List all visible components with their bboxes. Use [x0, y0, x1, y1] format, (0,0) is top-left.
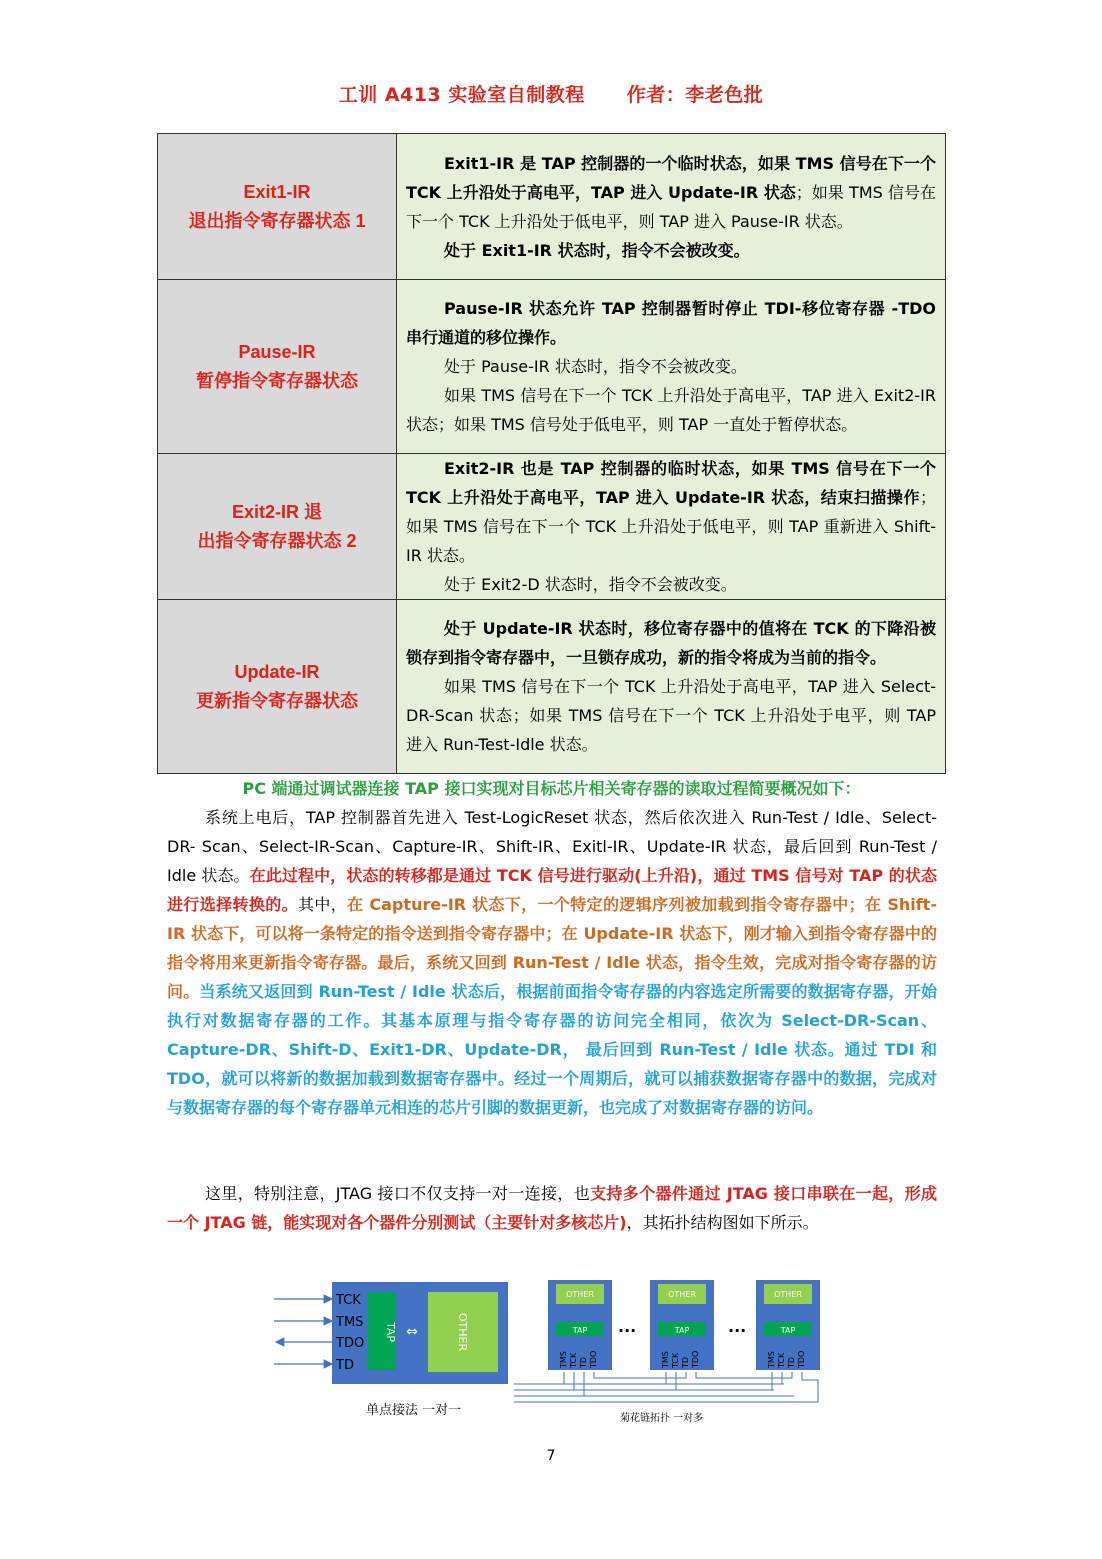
body-paragraph-1	[167, 803, 937, 1122]
chain-pin: TMS	[767, 1351, 776, 1368]
state-name-zh: 更新指令寄存器状态	[196, 690, 358, 711]
pin-label: TDO	[336, 1336, 365, 1351]
state-desc-bold: Exit1-IR 是 TAP 控制器的一个临时状态，如果 TMS 信号在下一个 TCK 上升沿处于高电平，TAP 进入 Update-IR 状态	[406, 153, 936, 202]
state-desc-bold: Exit2-IR 也是 TAP 控制器的临时状态，如果 TMS 信号在下一个 TCK 上升沿处于高电平，TAP 进入 Update-IR 状态，结束扫描操作	[406, 459, 936, 507]
header-author: 作者：李老色批	[626, 84, 764, 106]
bidirectional-arrow-icon: ⇔	[406, 1324, 418, 1340]
state-desc-p2: 如果 TMS 信号在下一个 TCK 上升沿处于高电平，TAP 进入 Select-DR-Scan 状态；如果 TMS 信号在下一个 TCK 上升沿处于电平，则 TAP 进入 Run-Test-Idle 状态。	[406, 677, 936, 754]
chain-pin: TD	[681, 1356, 690, 1368]
para1-red: 在此过程中，状态的转移都是通过 TCK 信号进行驱动(上升沿)，通过 TMS 信号对 TAP 的状态进行选择转换的。	[167, 866, 937, 914]
state-name-cell	[158, 280, 397, 454]
para1-normal: 系统上电后，TAP 控制器首先进入 Test-LogicReset 状态，然后依次进入 Run-Test / Idle、Select-DR- Scan、Select-IR-Scan、Capture-IR、Shift-IR、Exitl-IR、Update-IR 状态，最后回到 Run-Test / Idle 状态。	[167, 808, 937, 885]
state-desc-bold: Pause-IR 状态允许 TAP 控制器暂时停止 TDI-移位寄存器 -TDO 串行通道的移位操作。	[406, 299, 936, 347]
chain-ellipsis: ...	[618, 1317, 637, 1336]
daisy-chain	[514, 1280, 820, 1424]
chain-pin: TD	[787, 1356, 796, 1368]
para1-blue: 当系统又返回到 Run-Test / Idle 状态后，根据前面指令寄存器的内容选定所需要的数据寄存器，开始执行对数据寄存器的工作。其基本原理与指令寄存器的访问完全相同，依次为 Select-DR-Scan、Capture-DR、Shift-D、Exit1-DR、Update-DR， 最后回到 Run-Test / Idle 状态。通过 TDI 和 TDO，就可以将新的数据加载到数据寄存器中。经过一个周期后，就可以捕获数据寄存器中的数据，完成对与数据寄存器的每个寄存器单元相连的芯片引脚的数据更新，也完成了对数据寄存器的访问。	[167, 982, 937, 1117]
state-name-en: Exit2-IR 退	[231, 501, 323, 522]
state-name-cell	[158, 454, 397, 600]
chain-other-label: OTHER	[566, 1290, 594, 1299]
single-caption: 单点接法 一对一	[366, 1403, 462, 1418]
state-name-en: Update-IR	[234, 661, 320, 682]
state-desc-cell	[397, 280, 946, 454]
state-desc-normal: ；如果 TMS 信号在下一个 TCK 上升沿处于低电平，则 TAP 重新进入 Shift-IR 状态。	[406, 488, 936, 565]
chain-ellipsis: ...	[728, 1317, 747, 1336]
table-row	[158, 280, 946, 454]
chain-tap-label: TAP	[572, 1326, 588, 1335]
chain-pin: TDO	[589, 1350, 598, 1368]
state-name-en: Pause-IR	[238, 341, 316, 362]
state-name-en: Exit1-IR	[243, 181, 311, 202]
chain-pin: TD	[579, 1356, 588, 1368]
state-desc-normal: ；如果 TMS 信号在下一个 TCK 上升沿处于低电平，则 TAP 进入 Pause-IR 状态。	[406, 182, 936, 231]
state-name-zh: 暂停指令寄存器状态	[196, 370, 358, 391]
pin-label: TD	[336, 1358, 354, 1373]
chain-other-label: OTHER	[774, 1290, 802, 1299]
pin-label: TMS	[336, 1315, 364, 1330]
chain-pin: TCK	[569, 1352, 578, 1368]
state-desc-cell	[397, 134, 946, 280]
table-row	[158, 134, 946, 280]
state-name-zh: 退出指令寄存器状态 1	[188, 210, 366, 231]
chain-pin: TMS	[661, 1351, 670, 1368]
page-header	[0, 80, 1102, 107]
state-desc-cell	[397, 600, 946, 774]
chain-pin: TDO	[797, 1350, 806, 1368]
tap-label: TAP	[384, 1321, 397, 1343]
page-number: 7	[546, 1448, 556, 1464]
chain-pin: TMS	[559, 1351, 568, 1368]
state-name-cell	[158, 600, 397, 774]
header-title: 工训 A413 实验室自制教程	[338, 84, 585, 106]
single-connection	[274, 1282, 508, 1418]
state-desc-p2: 处于 Exit2-D 状态时，指令不会被改变。	[444, 575, 737, 594]
chain-tap-label: TAP	[674, 1326, 690, 1335]
chain-pin: TDO	[691, 1350, 700, 1368]
table-row	[158, 600, 946, 774]
table-row	[158, 454, 946, 600]
chain-tap-label: TAP	[780, 1326, 796, 1335]
chain-wires	[514, 1372, 818, 1402]
state-desc-extra: 处于 Exit1-IR 状态时，指令不会被改变。	[444, 240, 750, 260]
chain-other-label: OTHER	[668, 1290, 696, 1299]
pin-label: TCK	[336, 1293, 361, 1308]
chain-pin: TCK	[777, 1352, 786, 1368]
body-paragraph-2	[167, 1179, 937, 1237]
state-desc-cell	[397, 454, 946, 600]
para2-normal2: ，其拓扑结构图如下所示。	[626, 1213, 819, 1232]
state-name-zh: 出指令寄存器状态 2	[197, 530, 357, 551]
state-desc-bold: 处于 Update-IR 状态时，移位寄存器中的值将在 TCK 的下降沿被锁存到指令寄存器中，一旦锁存成功，新的指令将成为当前的指令。	[406, 619, 936, 667]
summary-heading: PC 端通过调试器连接 TAP 接口实现对目标芯片相关寄存器的读取过程简要概况如下：	[242, 779, 861, 798]
para2-normal: 这里，特别注意，JTAG 接口不仅支持一对一连接，也	[205, 1184, 591, 1203]
para2-red: 支持多个器件通过 JTAG 接口串联在一起，形成一个 JTAG 链，能实现对各个器件分别测试（主要针对多核芯片)	[167, 1184, 937, 1232]
chain-caption: 菊花链拓扑 一对多	[620, 1413, 704, 1424]
state-desc-p2: 处于 Pause-IR 状态时，指令不会被改变。	[444, 357, 747, 376]
para1-orange: 在 Capture-IR 状态下，一个特定的逻辑序列被加载到指令寄存器中；在 Shift-IR 状态下，可以将一条特定的指令送到指令寄存器中；在 Update-IR 状态下，刚才输入到指令寄存器中的指令将用来更新指令寄存器。最后，系统又回到 Run-Test / Idle 状态，指令生效，完成对指令寄存器的访问。	[167, 895, 937, 1001]
state-name-cell	[158, 134, 397, 280]
para1-normal2: 其中，	[297, 895, 348, 914]
other-label: OTHER	[456, 1312, 469, 1352]
jtag-topology-diagram	[274, 1280, 834, 1425]
state-desc-p3: 如果 TMS 信号在下一个 TCK 上升沿处于高电平，TAP 进入 Exit2-IR 状态；如果 TMS 信号处于低电平，则 TAP 一直处于暂停状态。	[406, 386, 936, 434]
state-table	[157, 133, 946, 774]
chain-pin: TCK	[671, 1352, 680, 1368]
